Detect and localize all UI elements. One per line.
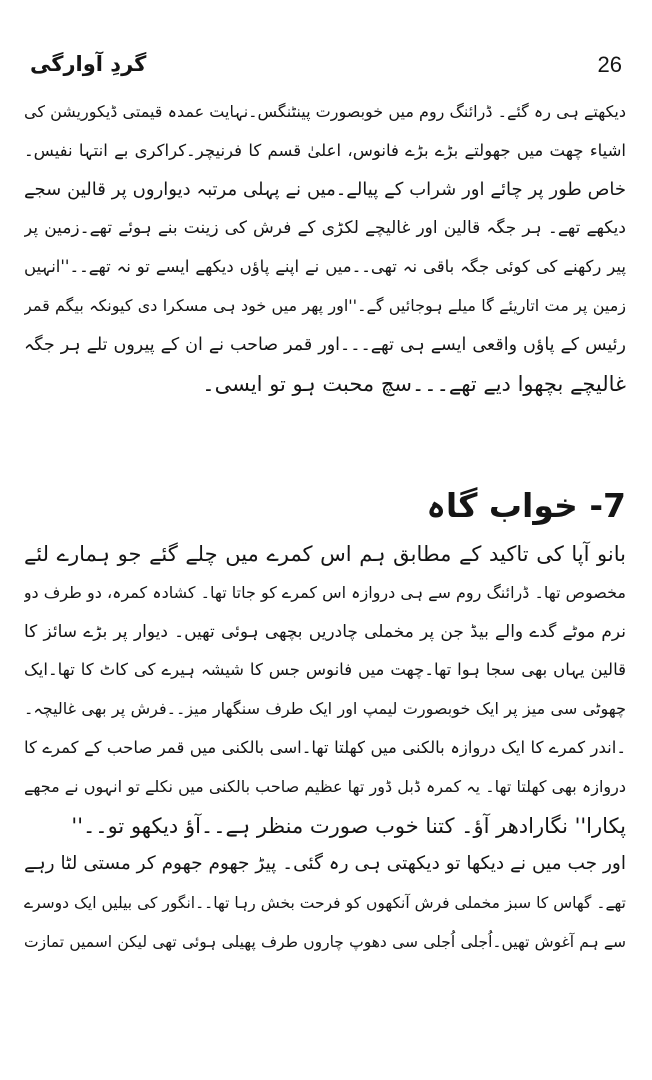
text-line: خاص طور پر چائے اور شراب کے پیالے۔میں نے پہلی مرتبہ دیواروں پر قالین سجے	[24, 178, 626, 200]
text-line: پکارا'' نگارادھر آؤ۔ کتنا خوب صورت منظر ہے۔۔آؤ دیکھو تو۔۔''	[71, 813, 626, 838]
text-line: دیکھے تھے۔ ہر جگہ قالین اور غالیچے لکڑی کے فرش کی زینت بنے ہوئے تھے۔زمین پر	[24, 218, 626, 239]
text-line: سے ہم آغوش تھیں۔اُجلی اُجلی سی دھوپ چاروں طرف پھیلی ہوئی تھی لیکن اسمیں تمازت	[24, 932, 626, 951]
text-line: مخصوص تھا۔ ڈرائنگ روم سے ہی دروازہ اس کمرے کو جاتا تھا۔ کشادہ کمرہ، دو طرف دو	[24, 582, 626, 602]
text-line: زمین پر مت اتاریئے گا میلے ہوجائیں گے۔''اور پھر میں خود ہی مسکرا دی کیونکہ بیگم قمر	[24, 295, 626, 315]
section-heading: 7- خواب گاہ	[426, 486, 626, 525]
text-line: غالیچے بچھوا دیے تھے۔۔۔سچ محبت ہو تو ایسی۔	[202, 371, 626, 396]
text-line: تھے۔ گھاس کا سبز مخملی فرش آنکھوں کو فرحت بخش رہا تھا۔۔انگور کی بیلیں ایک دوسرے	[24, 894, 626, 913]
text-line: پیر رکھنے کی کوئی جگہ باقی نہ تھی۔۔میں نے اپنے پاؤں دیکھے ایسے تو نہ تھے۔۔''انہیں	[24, 257, 626, 277]
text-line: چھوٹی سی میز پر ایک خوبصورت لیمپ اور ایک طرف سنگھار میز۔۔فرش پر بھی غالیچہ۔	[24, 699, 626, 719]
text-line: قالین یہاں بھی سجا ہوا تھا۔چھت میں فانوس جس کا شیشہ ہیرے کی کاٹ کا تھا۔ایک	[24, 660, 626, 680]
running-title: گردِ آوارگی	[30, 52, 147, 76]
text-line: اور جب میں نے دیکھا تو دیکھتی ہی رہ گئی۔ پیڑ جھوم جھوم کر مستی لٹا رہے	[24, 853, 626, 875]
page-header	[30, 52, 622, 92]
text-line: ۔اندر کمرے کا ایک دروازہ بالکنی میں کھلتا تھا۔اسی بالکنی میں قمر صاحب کے کمرے کا	[24, 737, 626, 757]
text-line: بانو آپا کی تاکید کے مطابق ہم اس کمرے میں چلے گئے جو ہمارے لئے	[24, 542, 626, 566]
text-line: دروازہ بھی کھلتا تھا۔ یہ کمرہ ڈبل ڈور تھا عظیم صاحب بالکنی میں نکلے تو انہوں نے مجھے	[24, 776, 626, 796]
text-line: دیکھتے ہی رہ گئے۔ ڈرائنگ روم میں خوبصورت پینٹنگس۔نہایت عمدہ قیمتی ڈیکوریشن کی	[24, 102, 626, 121]
page-number: 26	[597, 52, 622, 77]
paragraph-2	[24, 535, 626, 962]
text-line: اشیاء چھت میں جھولتے بڑے بڑے فانوس، اعلیٰ قسم کا فرنیچر۔کراکری بے انتہا نفیس۔	[24, 140, 626, 160]
paragraph-1	[24, 93, 626, 403]
text-line: رئیس کے پاؤں واقعی ایسے ہی تھے۔۔۔اور قمر صاحب نے ان کے پیروں تلے ہر جگہ	[24, 334, 626, 355]
text-line: نرم موٹے گدے والے بیڈ جن پر مخملی چادریں بچھی ہوئی تھیں۔ دیوار پر بڑے سائز کا	[24, 621, 626, 642]
